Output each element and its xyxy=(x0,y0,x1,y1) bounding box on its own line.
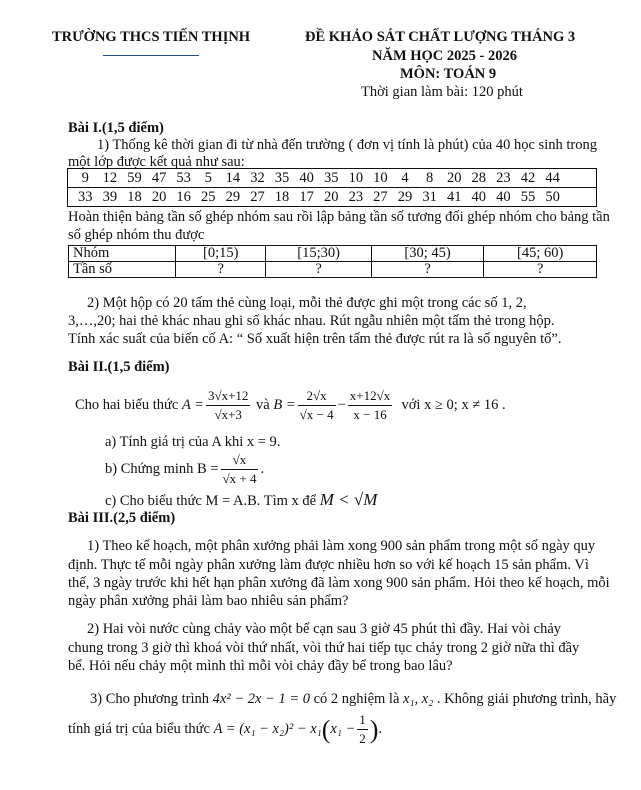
expression: A = (x₁ − x₂)² − x₁ xyxy=(213,721,322,737)
instruction-line1: Hoàn thiện bảng tần số ghép nhóm sau rồi lập bảng tần số tương đối ghép nhóm cho bảng tần xyxy=(68,209,610,225)
data-value: 12 xyxy=(102,169,118,186)
q2-line3: Tính xác suất của biến cố A: “ Số xuất hiện trên tấm thẻ được rút ra là số nguyên tố”. xyxy=(68,331,562,347)
denominator: x − 16 xyxy=(353,407,387,422)
data-value: 35 xyxy=(274,169,290,186)
numerator: 2√x xyxy=(298,388,336,406)
data-row xyxy=(68,169,597,188)
q2-line: chung trong 3 giờ thì khoá vòi thứ nhất, vòi thứ hai tiếp tục chảy trong 2 giờ nữa thì đầy xyxy=(68,640,580,656)
denominator: √x − 4 xyxy=(299,407,334,422)
data-value: 40 xyxy=(496,188,511,205)
data-value: 18 xyxy=(127,188,142,205)
school-name: TRƯỜNG THCS TIẾN THỊNH xyxy=(52,29,251,45)
data-value: 17 xyxy=(299,188,314,205)
q1-line: ngày phân xưởng phải làm bao nhiêu sản phẩm? xyxy=(68,593,349,609)
numerator: √x xyxy=(221,452,259,470)
data-value: 8 xyxy=(425,169,434,186)
data-value: 10 xyxy=(348,169,364,186)
part-c xyxy=(105,490,377,510)
data-value: 23 xyxy=(348,188,364,205)
frequency-cell: ? xyxy=(484,262,597,278)
b-result-fraction xyxy=(221,452,259,487)
row-label: Tần số xyxy=(69,262,176,278)
data-value: 14 xyxy=(225,169,241,186)
numerator: 3√x+12 xyxy=(206,388,250,406)
frequency-cell: ? xyxy=(266,262,371,278)
school-year: NĂM HỌC 2025 - 2026 xyxy=(372,48,517,64)
data-value: 20 xyxy=(446,169,462,186)
q1-line: 1) Theo kế hoạch, một phân xưởng phải làm xong 900 sản phẩm trong một số ngày quy xyxy=(87,538,596,554)
q2-line: bể. Hỏi nếu chảy một mình thì mỗi vòi chảy đầy bể trong bao lâu? xyxy=(68,658,453,674)
data-value: 20 xyxy=(151,188,167,205)
subject: MÔN: TOÁN 9 xyxy=(400,66,497,82)
data-value: 27 xyxy=(250,188,265,205)
data-value: 27 xyxy=(373,188,388,205)
data-value: 5 xyxy=(204,169,212,186)
data-value: 59 xyxy=(127,169,142,186)
data-value: 23 xyxy=(496,169,511,186)
data-value: 39 xyxy=(102,188,118,205)
data-table xyxy=(67,168,597,207)
data-value: 29 xyxy=(397,188,413,205)
q3-text: . Không giải phương trình, hãy xyxy=(436,691,617,707)
frequency-row xyxy=(69,262,597,278)
group-cell: [45; 60) xyxy=(484,246,597,262)
data-value: 33 xyxy=(78,188,93,205)
section-heading-1: Bài I.(1,5 điểm) xyxy=(68,120,164,136)
frequency-cell: ? xyxy=(176,262,266,278)
q1-line: định. Thực tế mỗi ngày phân xưởng làm được nhiều hơn so với kế hoạch 15 sản phẩm. Vì xyxy=(68,557,589,573)
q3-text: có 2 nghiệm là xyxy=(313,691,400,707)
data-value: 9 xyxy=(81,169,89,186)
half-fraction xyxy=(357,712,368,747)
instruction-line2: số ghép nhóm thu được xyxy=(68,227,205,243)
data-value: 32 xyxy=(250,169,265,186)
school-underline xyxy=(103,55,199,56)
data-value: 25 xyxy=(201,188,216,205)
q3-text: tính giá trị của biểu thức xyxy=(68,721,210,737)
equation: 4x² − 2x − 1 = 0 xyxy=(212,691,310,707)
a-fraction xyxy=(206,388,250,423)
denominator: 2 xyxy=(359,731,366,746)
q1-text-line2: một lớp được kết quả như sau: xyxy=(68,154,245,170)
denominator: √x+3 xyxy=(214,407,242,422)
a-lhs: A = xyxy=(181,397,204,413)
minus-sign: − xyxy=(337,397,346,413)
data-value: 55 xyxy=(520,188,536,205)
data-value: 20 xyxy=(323,188,339,205)
data-value: 50 xyxy=(545,188,560,205)
b-fraction-2 xyxy=(348,388,392,423)
q1-line: thế, 3 ngày trước khi hết hạn phân xưởng đã làm xong 900 sản phẩm. Hỏi theo kế hoạch, mỗi xyxy=(68,575,610,591)
section-heading-2: Bài II.(1,5 điểm) xyxy=(68,359,170,375)
q2-line: 2) Hai vòi nước cùng chảy vào một bể cạn sau 3 giờ 45 phút thì đầy. Hai vòi chảy xyxy=(87,621,562,637)
roots: x₁, x₂ xyxy=(403,691,434,707)
b-lhs: B = xyxy=(273,397,296,413)
data-value: 16 xyxy=(176,188,191,205)
q3-line1 xyxy=(90,691,616,708)
part-a: a) Tính giá trị của A khi x = 9. xyxy=(105,434,281,450)
data-value: 31 xyxy=(422,188,437,205)
part-b xyxy=(105,452,264,487)
group-cell: [0;15) xyxy=(176,246,266,262)
exam-title: ĐỀ KHẢO SÁT CHẤT LƯỢNG THÁNG 3 xyxy=(305,29,576,45)
group-row xyxy=(69,246,597,262)
q2-line2: 3,…,20; hai thẻ khác nhau ghi số khác nhau. Rút ngẫu nhiên một tấm thẻ trong hộp. xyxy=(68,313,555,329)
data-value: 41 xyxy=(446,188,462,205)
and-text: và xyxy=(256,397,270,413)
frequency-table xyxy=(68,245,597,278)
period: . xyxy=(378,721,383,737)
data-value: 40 xyxy=(299,169,314,186)
data-value: 44 xyxy=(545,169,560,186)
section-heading-3: Bài III.(2,5 điểm) xyxy=(68,510,176,526)
row-label: Nhóm xyxy=(69,246,176,262)
data-value: 47 xyxy=(151,169,167,186)
duration: Thời gian làm bài: 120 phút xyxy=(361,84,523,100)
data-value: 18 xyxy=(274,188,290,205)
data-value: 42 xyxy=(520,169,536,186)
q3-line2: tính giá trị của biểu thức A = (x₁ − x₂)² − x₁ ( x₁ − $\frac{1}{2}$ ) . xyxy=(68,712,383,746)
b-fraction-1 xyxy=(298,388,336,423)
data-value: 4 xyxy=(401,169,409,186)
q2-line1: 2) Một hộp có 20 tấm thẻ cùng loại, mỗi thẻ được ghi một trong các số 1, 2, xyxy=(87,295,527,311)
data-row xyxy=(68,188,597,207)
group-cell: [15;30) xyxy=(266,246,371,262)
q3-text: 3) Cho phương trình xyxy=(90,691,210,707)
data-value: 35 xyxy=(323,169,339,186)
part-c-text: c) Cho biểu thức M = A.B. Tìm x để xyxy=(105,493,317,509)
data-value: 28 xyxy=(471,169,487,186)
numerator: x+12√x xyxy=(348,388,392,406)
expressions-line xyxy=(75,388,506,423)
numerator: 1 xyxy=(357,712,368,730)
inequality: M < √M xyxy=(319,490,378,509)
condition: với x ≥ 0; x ≠ 16 . xyxy=(401,397,506,413)
intro-text: Cho hai biểu thức xyxy=(75,397,179,413)
data-value: 40 xyxy=(471,188,487,205)
group-cell: [30; 45) xyxy=(371,246,484,262)
period: . xyxy=(260,461,265,477)
expression: x₁ − xyxy=(330,721,356,737)
denominator: √x + 4 xyxy=(222,471,257,486)
data-value: 10 xyxy=(373,169,388,186)
frequency-cell: ? xyxy=(371,262,484,278)
q1-text-line1: 1) Thống kê thời gian đi từ nhà đến trường ( đơn vị tính là phút) của 40 học sinh trong xyxy=(97,137,597,153)
data-value: 29 xyxy=(225,188,241,205)
part-b-text: b) Chứng minh B = xyxy=(105,461,219,477)
data-value: 53 xyxy=(176,169,191,186)
